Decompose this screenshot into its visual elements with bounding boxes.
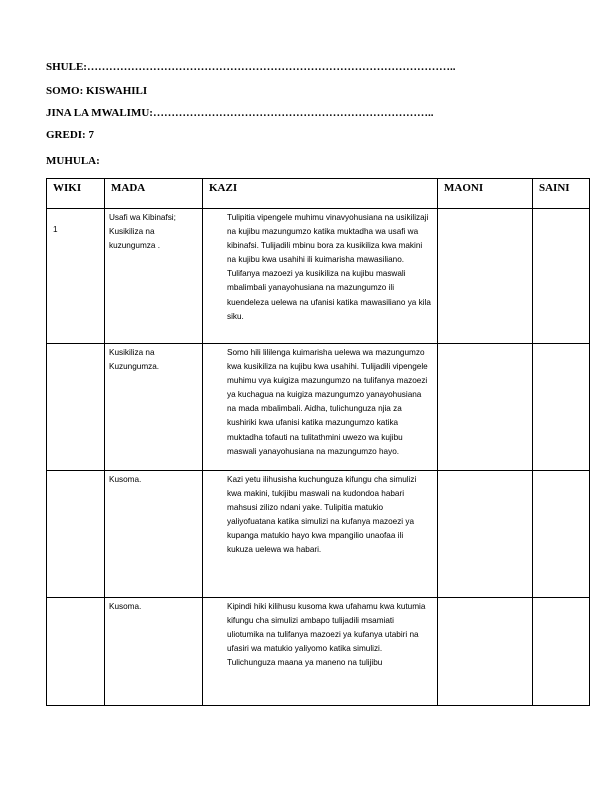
- cell-maoni: [438, 598, 533, 706]
- cell-wiki: 1: [47, 209, 105, 344]
- cell-saini: [533, 471, 590, 598]
- cell-maoni: [438, 209, 533, 344]
- subject-field: SOMO: KISWAHILI: [46, 85, 148, 97]
- cell-wiki: [47, 598, 105, 706]
- cell-saini: [533, 598, 590, 706]
- table-row: [47, 598, 590, 706]
- cell-mada: Usafi wa Kibinafsi; Kusikiliza na kuzungumza .: [105, 209, 203, 344]
- cell-wiki: [47, 471, 105, 598]
- column-header-wiki: WIKI: [47, 179, 105, 209]
- table-row: [47, 471, 590, 598]
- table-row: [47, 209, 590, 344]
- cell-saini: [533, 209, 590, 344]
- column-header-kazi: KAZI: [203, 179, 438, 209]
- cell-maoni: [438, 344, 533, 471]
- table-header-row: [47, 179, 590, 209]
- column-header-saini: SAINI: [533, 179, 590, 209]
- teacher-name-field: JINA LA MWALIMU:…………………………………………………………………..: [46, 107, 434, 119]
- column-header-maoni: MAONI: [438, 179, 533, 209]
- cell-mada: Kusoma.: [105, 598, 203, 706]
- cell-kazi: Kipindi hiki kilihusu kusoma kwa ufahamu kwa kutumia kifungu cha simulizi ambapo tulijadili msamiati uliotumika na tulifanya mazoezi ya kufanya utabiri na ufasiri wa matukio yaliyomo katika simulizi. Tulichunguza maana ya maneno na tulijibu: [203, 598, 438, 706]
- school-field: SHULE:………………………………………………………………………………………..: [46, 61, 456, 73]
- column-header-mada: MADA: [105, 179, 203, 209]
- record-of-work-table: [46, 178, 590, 706]
- grade-field: GREDI: 7: [46, 129, 94, 141]
- cell-kazi: Somo hili lililenga kuimarisha uelewa wa mazungumzo kwa kusikiliza na kujibu kwa usahihi. Tulijadili vipengele muhimu vya kuigiza mazungumzo na tulifanya mazoezi ya kuchagua na kuigiza mazungumzo yanayohusiana na mada mbalimbali. Aidha, tulichunguza njia za kushiriki kwa ufanisi katika mazungumzo katika muktadha tofauti na tulitathmini uwezo wa kujibu maswali yanayohusiana na mazungumzo hayo.: [203, 344, 438, 471]
- cell-mada: Kusikiliza na Kuzungumza.: [105, 344, 203, 471]
- cell-mada: Kusoma.: [105, 471, 203, 598]
- term-field: MUHULA:: [46, 155, 100, 167]
- cell-wiki: [47, 344, 105, 471]
- cell-saini: [533, 344, 590, 471]
- table-row: [47, 344, 590, 471]
- cell-maoni: [438, 471, 533, 598]
- cell-kazi: Tulipitia vipengele muhimu vinavyohusiana na usikilizaji na kujibu mazungumzo katika muktadha wa usafi wa kibinafsi. Tulijadili mbinu bora za kusikiliza kwa makini na kujibu kwa usahihi ili kuimarisha mawasiliano. Tulifanya mazoezi ya kusikiliza na kujibu maswali mbalimbali yanayohusiana na mazungumzo ili kuendeleza uelewa na ufanisi katika mawasiliano ya kila siku.: [203, 209, 438, 344]
- cell-kazi: Kazi yetu ilihusisha kuchunguza kifungu cha simulizi kwa makini, tukijibu maswali na kudondoa habari mahsusi zilizo ndani yake. Tulipitia matukio yaliyofuatana katika simulizi na kufanya mazoezi ya kupanga matukio hayo kwa mpangilio unaofaa ili kukuza uelewa wa habari.: [203, 471, 438, 598]
